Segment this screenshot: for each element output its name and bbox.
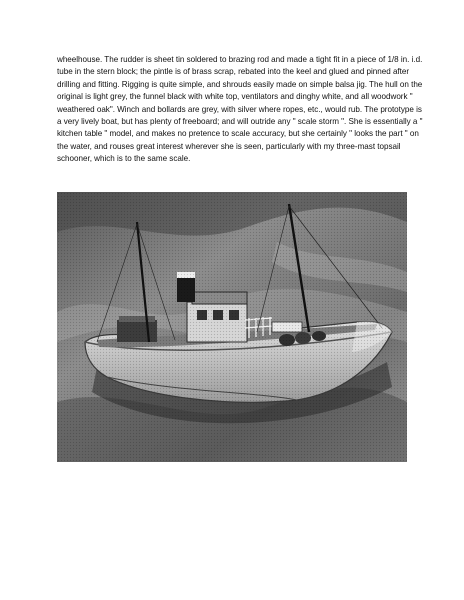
paragraph-line: wheelhouse. The rudder is sheet tin soldered to brazing rod and made a tight fit in a piece of 1/8 in. i.d. [57, 55, 423, 64]
body-paragraph [57, 54, 423, 166]
paragraph-line: schooner, which is to the same scale. [57, 154, 191, 164]
paragraph-line: a very lively boat, but has plenty of freeboard; and will outride any " scale storm ". She is essentially a " [57, 117, 423, 127]
paragraph-line: tube in the stern block; the pintle is of brass scrap, rebated into the keel and glued and pinned after [57, 67, 410, 77]
paragraph-line: the water, and rouses great interest wherever she is seen, particularly with my three-mast topsail [57, 141, 401, 151]
paragraph-line: drilling and fitting. Rigging is quite simple, and shrouds easily made on simple balsa jig. The hull on the [57, 79, 423, 89]
boat-photo-illustration [57, 192, 407, 462]
paragraph-line: weathered oak". Winch and bollards are grey, with silver where ropes, etc., would rub. The prototype is [57, 104, 422, 114]
boat-photograph [57, 192, 407, 462]
paragraph-line: original is light grey, the funnel black with white top, ventilators and dinghy white, and all woodwork " [57, 92, 413, 102]
paragraph-line: kitchen table " model, and makes no pretence to scale accuracy, but she certainly " looks the part " on [57, 129, 419, 139]
